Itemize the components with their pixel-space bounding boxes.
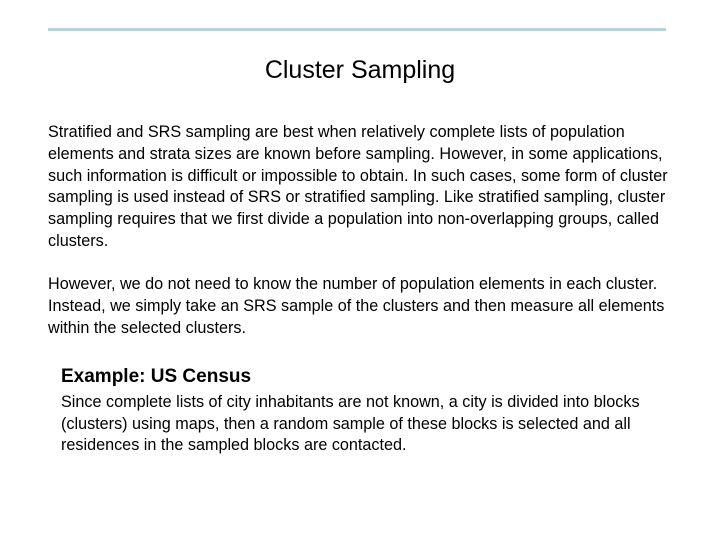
clusters-paragraph: However, we do not need to know the number of population elements in each cluster. Instead, we simply take an SRS sample of the clusters and then measure all elements within the selected clusters. xyxy=(48,275,665,337)
example-block xyxy=(61,364,691,457)
slide-title: Cluster Sampling xyxy=(264,56,456,84)
title-divider-rule xyxy=(48,28,666,31)
intro-paragraph: Stratified and SRS sampling are best when relatively complete lists of population elements and strata sizes are known before sampling. However, in some applications, such information is difficult or impossible to obtain. In such cases, some form of cluster sampling is used instead of SRS or stratified sampling. Like stratified sampling, cluster sampling requires that we first divide a population into non-overlapping groups, called clusters. xyxy=(48,123,668,250)
example-heading: Example: US Census xyxy=(61,366,252,387)
example-body: Since complete lists of city inhabitants are not known, a city is divided into blocks (clusters) using maps, then a random sample of these blocks is selected and all residences in the sampled blocks are contacted. xyxy=(61,393,640,455)
